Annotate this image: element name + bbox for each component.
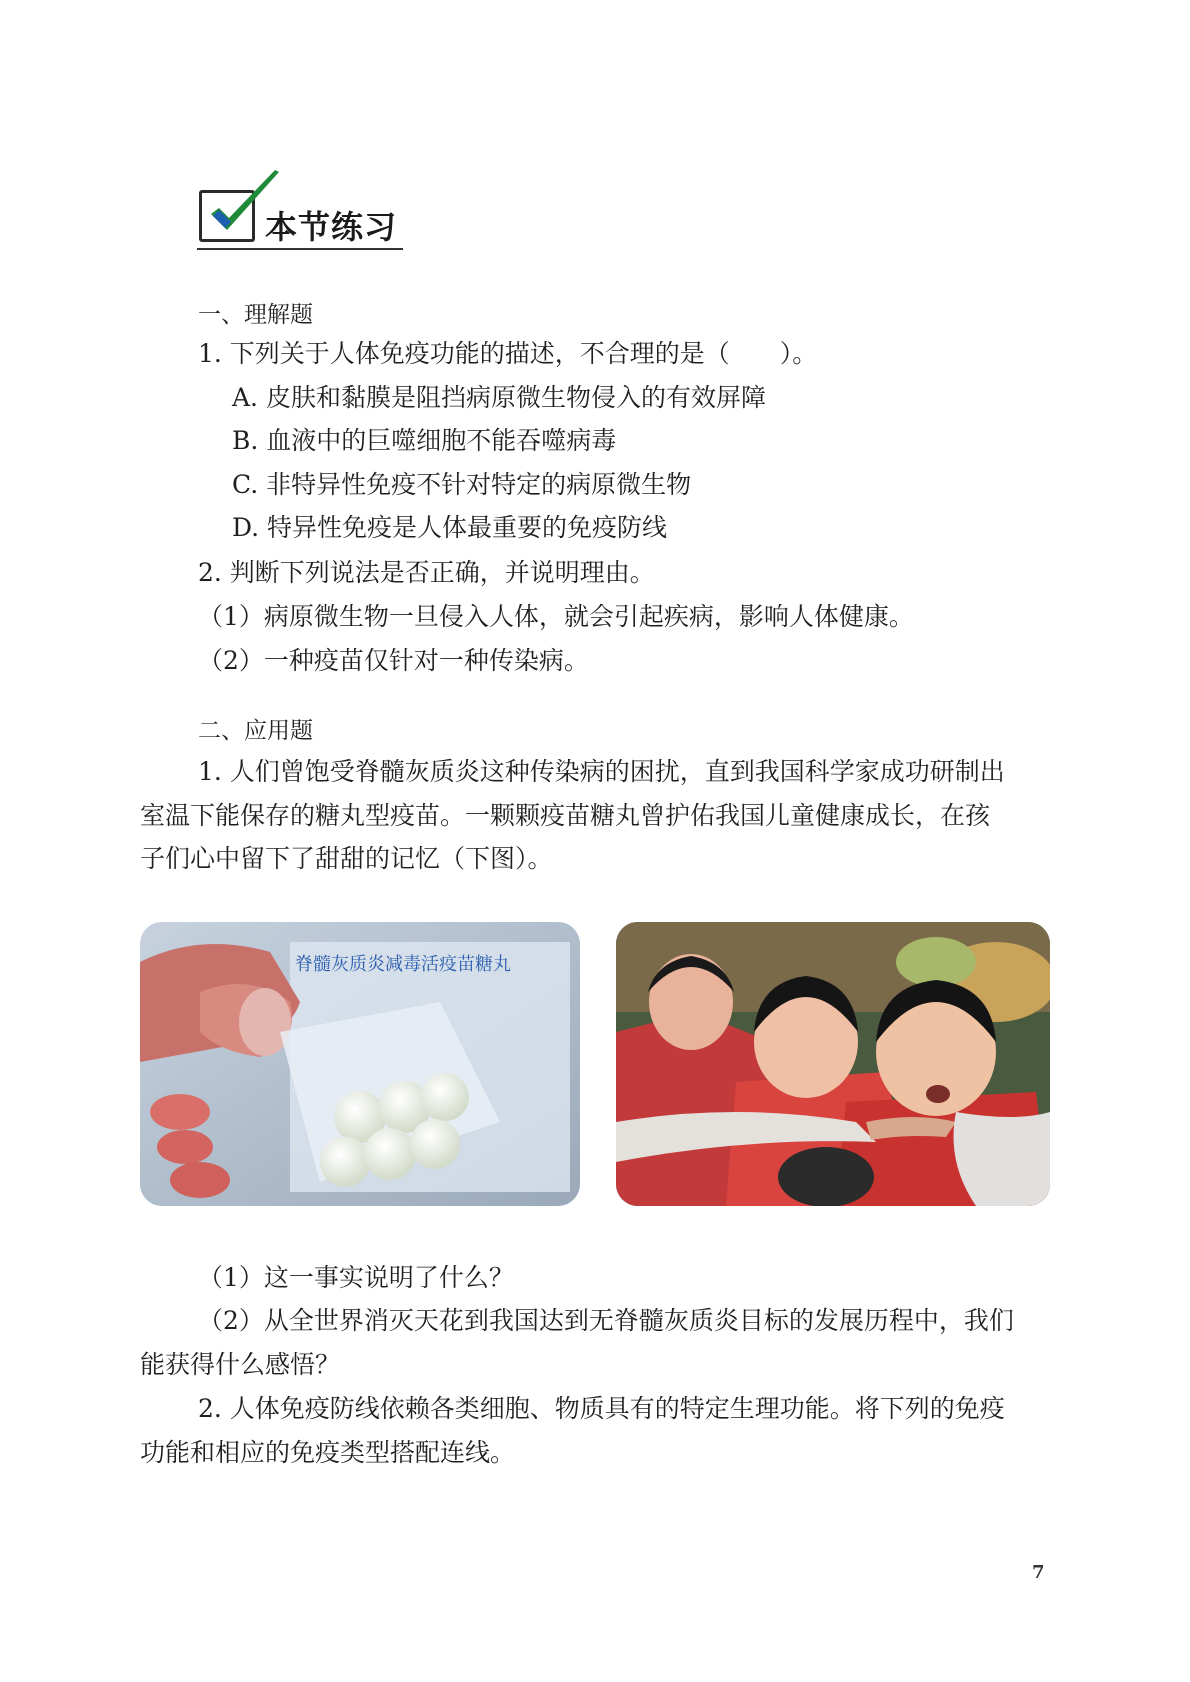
header-underline [197,248,403,250]
app-question-1-line-2: 室温下能保存的糖丸型疫苗。一颗颗疫苗糖丸曾护佑我国儿童健康成长，在孩 [140,801,991,830]
vaccine-package-label: 脊髓灰质炎减毒活疫苗糖丸 [295,954,511,975]
app-question-2-line-1: 2. 人体免疫防线依赖各类细胞、物质具有的特定生理功能。将下列的免疫 [198,1394,1005,1423]
question-1-stem: 1. 下列关于人体免疫功能的描述，不合理的是（ ）。 [198,339,818,368]
app-question-1-line-3: 子们心中留下了甜甜的记忆（下图）。 [140,844,553,873]
section-title-2: 二、应用题 [198,718,313,744]
header-title: 本节练习 [265,208,398,246]
option-b: B. 血液中的巨噬细胞不能吞噬病毒 [232,426,617,455]
app-question-1-sub-2-line-2: 能获得什么感悟？ [140,1350,341,1379]
question-2-stem: 2. 判断下列说法是否正确，并说明理由。 [198,558,655,587]
app-question-1-sub-2-line-1: （2）从全世界消灭天花到我国达到无脊髓灰质炎目标的发展历程中，我们 [198,1306,1014,1335]
option-c: C. 非特异性免疫不针对特定的病原微生物 [232,470,692,499]
option-d: D. 特异性免疫是人体最重要的免疫防线 [232,513,668,542]
question-2-item-2: （2）一种疫苗仅针对一种传染病。 [198,646,589,675]
section-header [197,172,407,254]
question-2-item-1: （1）病原微生物一旦侵入人体，就会引起疾病，影响人体健康。 [198,602,914,631]
page-number: 7 [1032,1562,1045,1583]
app-question-1-sub-1: （1）这一事实说明了什么？ [198,1263,514,1292]
section-title-1: 一、理解题 [198,302,313,328]
option-a: A. 皮肤和黏膜是阻挡病原微生物侵入的有效屏障 [232,383,766,412]
app-question-1-line-1: 1. 人们曾饱受脊髓灰质炎这种传染病的困扰，直到我国科学家成功研制出 [198,757,1005,786]
photo-children-vaccination [616,922,1050,1206]
app-question-2-line-2: 功能和相应的免疫类型搭配连线。 [140,1438,516,1467]
photo-vaccine-pills [140,922,580,1206]
